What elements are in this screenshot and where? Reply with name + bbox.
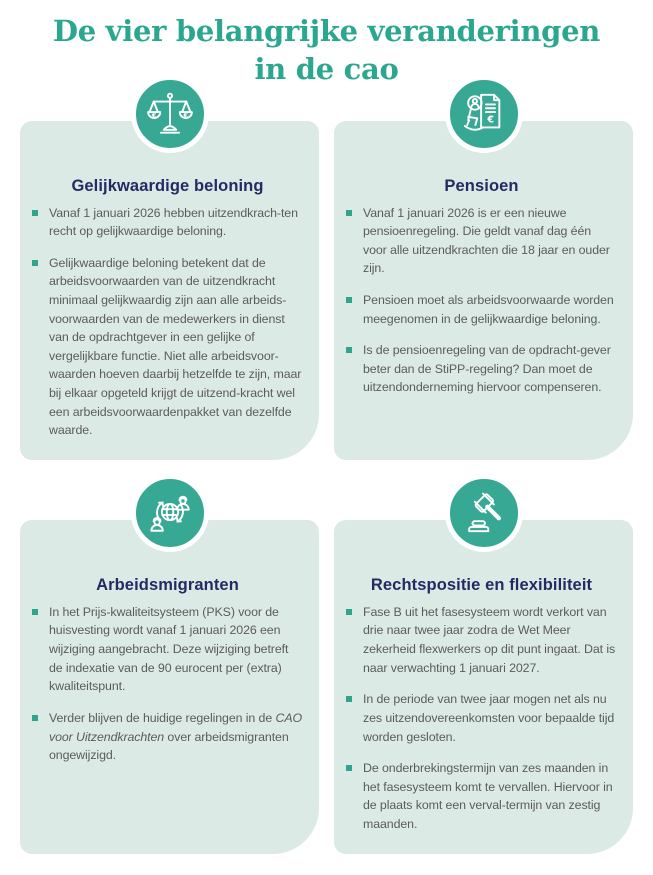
pension-icon <box>445 75 523 153</box>
bullet-item: Vanaf 1 januari 2026 hebben uitzendkrach-ten recht op gelijkwaardige beloning. <box>32 204 303 241</box>
bullet-item: Fase B uit het fasesysteem wordt verkort van drie naar twee jaar zodra de Wet Meer zekerheid flexwerkers op dit punt ingaat. Dat is naar verwachting 1 januari 2027. <box>346 603 617 677</box>
bullet-item: In het Prijs-kwaliteitsysteem (PKS) voor de huisvesting wordt vanaf 1 januari 2026 een wijziging aangebracht. Deze wijziging betreft de indexatie van de 90 eurocent per (extra) kwaliteitspunt. <box>32 603 303 696</box>
scales-icon <box>131 75 209 153</box>
bullet-text-post: over arbeidsmigranten ongewijzigd. <box>49 729 289 763</box>
bullet-item: Gelijkwaardige beloning betekent dat de arbeidsvoorwaarden van de uitzendkracht minimaal gelijkwaardig zijn aan alle arbeids-voorwaarden van de medewerkers in dienst van de opdrachtgever in een gelijke of vergelijkbare functie. Niet alle arbeidsvoor-waarden hoeven daarbij hetzelfde te zijn, maar bij elkaar opgeteld krijgt de uitzend-kracht wel een arbeidsvoorwaardenpakket van dezelfde waarde. <box>32 254 303 440</box>
card-pensioen <box>334 114 633 460</box>
card-title: Arbeidsmigranten <box>96 575 239 594</box>
bullet-item: Is de pensioenregeling van de opdracht-gever beter dan de StiPP-regeling? Dan moet de uitzendonderneming hiervoor compenseren. <box>346 341 617 397</box>
page-title-line2: in de cao <box>254 52 399 87</box>
bullet-list <box>346 603 617 834</box>
bullet-item: Pensioen moet als arbeidsvoorwaarde worden meegenomen in de gelijkwaardige beloning. <box>346 291 617 328</box>
page-title <box>0 0 653 89</box>
svg-text:€: € <box>151 111 157 120</box>
card-title: Rechtspositie en flexibiliteit <box>370 575 593 594</box>
bullet-list <box>32 204 303 440</box>
bullet-text-italic: CAO voor Uitzendkrachten <box>49 710 303 744</box>
card-gelijkwaardige-beloning <box>20 111 319 460</box>
page-title-line1: De vier belangrijke veranderingen <box>52 14 601 48</box>
card-title: Pensioen <box>444 176 519 195</box>
bullet-text-pre: Verder blijven de huidige regelingen in de <box>49 710 276 725</box>
bullet-item <box>32 709 303 765</box>
gavel-icon <box>445 474 523 552</box>
card-rechtspositie-en-flexibiliteit <box>334 520 633 854</box>
bullet-list <box>346 204 617 397</box>
svg-text:€: € <box>182 111 188 120</box>
bullet-list <box>32 603 303 765</box>
svg-text:€: € <box>486 114 494 126</box>
card-title: Gelijkwaardige beloning <box>71 176 264 195</box>
bullet-item: Vanaf 1 januari 2026 is er een nieuwe pensioenregeling. Die geldt vanaf dag één voor alle uitzendkrachten die 18 jaar en ouder zijn. <box>346 204 617 278</box>
bullet-item: De onderbrekingstermijn van zes maanden in het fasesysteem komt te vervallen. Hiervoor in de plaats komt een verval-termijn van zestig maanden. <box>346 759 617 833</box>
bullet-item: In de periode van twee jaar mogen net als nu zes uitzendovereenkomsten voor bepaalde tijd worden gesloten. <box>346 690 617 746</box>
cards-grid <box>20 111 633 854</box>
globe-migration-icon <box>131 474 209 552</box>
card-arbeidsmigranten <box>20 520 319 854</box>
